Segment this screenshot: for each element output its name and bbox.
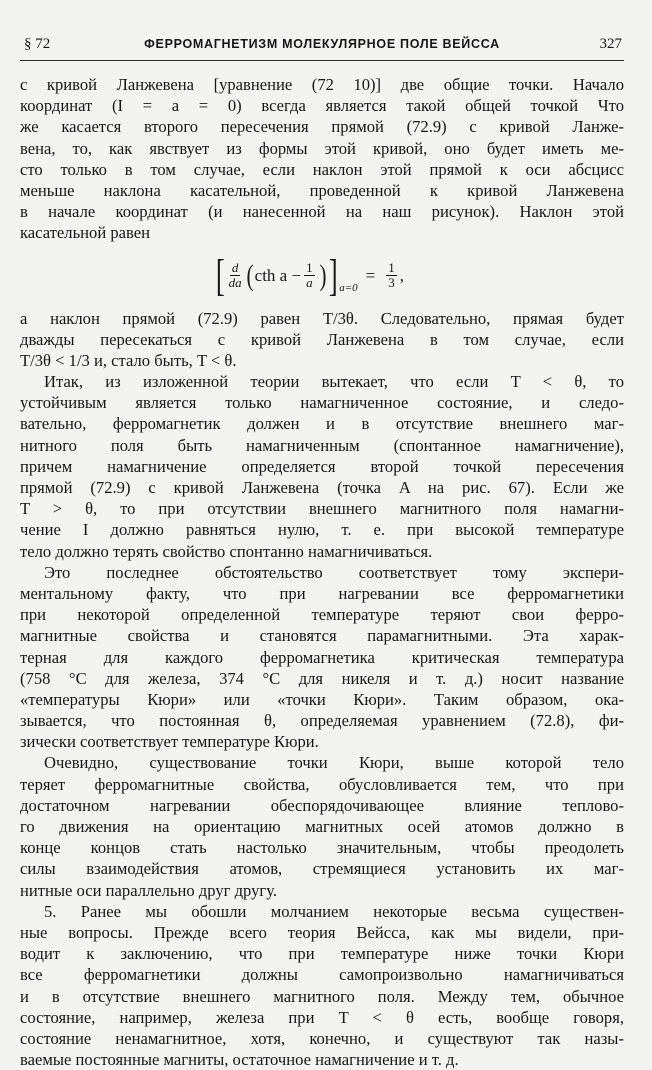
text-line: магнитные свойства и становятся парамагнитными. Эта харак-	[20, 626, 624, 646]
formula-subscript: a=0	[339, 281, 358, 294]
text-line: «температуры Кюри» или «точки Кюри». Таким образом, ока-	[20, 689, 624, 709]
text-line: ваемые постоянные магниты, остаточное намагничение и т. д.	[20, 1050, 459, 1070]
right-paren: )	[319, 258, 327, 292]
text-line: меньше наклона касательной, проведенной к кривой Ланжевена	[20, 180, 624, 200]
formula-da: da	[228, 275, 242, 290]
text-line: все ферромагнетики должны самопроизвольно намагничиваться	[20, 965, 624, 985]
text-line: с кривой Ланжевена [уравнение (72 10)] две общие точки. Начало	[20, 75, 624, 94]
formula-result-num: 1	[388, 260, 395, 275]
text-line: нитные оси параллельно друг другу.	[20, 880, 277, 900]
text-line: нитного поля быть намагниченным (спонтанное намагничение),	[20, 435, 624, 455]
display-formula	[20, 244, 624, 308]
formula-one: 1	[306, 260, 313, 275]
text-line: зически соответствует температуре Кюри.	[20, 732, 319, 752]
text-line: конце концов стать настолько значительным, чтобы преодолеть	[20, 838, 624, 858]
text-line: Очевидно, существование точки Кюри, выше которой тело	[44, 753, 624, 773]
text-line: же касается второго пересечения прямой (72.9) с кривой Ланже-	[20, 117, 624, 137]
text-line: теряет ферромагнитные свойства, обусловливается тем, что при	[20, 774, 624, 794]
body-text	[20, 74, 624, 1070]
text-line: тело должно терять свойство спонтанно намагничиваться.	[20, 541, 433, 561]
left-bracket: [	[215, 250, 225, 300]
paragraph-2	[20, 371, 624, 562]
text-line: терная для каждого ферромагнетика критическая температура	[20, 647, 624, 667]
formula-cth: cth a −	[254, 265, 302, 285]
paragraph-4	[20, 752, 624, 900]
running-title: ФЕРРОМАГНЕТИЗМ МОЛЕКУЛЯРНОЕ ПОЛЕ ВЕЙССА	[144, 37, 500, 51]
text-line: состояние ненамагнитное, хотя, конечно, и существуют так назы-	[20, 1028, 624, 1048]
text-line: устойчивым является только намагниченное состояние, и следо-	[20, 393, 624, 413]
text-line: состояние, например, железа при T < θ есть, вообще говоря,	[20, 1007, 624, 1027]
text-line: и в отсутствие внешнего магнитного поля. Между тем, обычное	[20, 986, 624, 1006]
formula-a: a	[306, 275, 313, 290]
page-header	[20, 34, 624, 61]
paragraph-5	[20, 901, 624, 1070]
section-number: § 72	[24, 36, 51, 52]
text-line: сто только в том случае, если наклон этой прямой к оси абсцисс	[20, 159, 624, 179]
text-line: в начале координат (и нанесенной на наш рисунок). Наклон этой	[20, 202, 624, 222]
derivative-fraction	[229, 261, 242, 290]
inverse-fraction	[304, 261, 315, 290]
text-line: T > θ, то при отсутствии внешнего магнитного поля намагни-	[20, 499, 624, 519]
page-number: 327	[599, 36, 622, 52]
left-paren: (	[246, 258, 254, 292]
text-line: водит к заключению, что при температуре ниже точки Кюри	[20, 944, 624, 964]
text-line: дважды пересекаться с кривой Ланжевена в том случае, если	[20, 329, 624, 349]
text-line: достаточном нагревании обеспорядочивающее влияние теплово-	[20, 795, 624, 815]
formula-result-den: 3	[388, 275, 395, 290]
text-line: причем намагничение определяется второй точкой пересечения	[20, 456, 624, 476]
text-line: T/3θ < 1/3 и, стало быть, T < θ.	[20, 350, 237, 370]
text-line: чение I должно равняться нулю, т. е. при высокой температуре	[20, 520, 624, 540]
text-line: силы взаимодействия атомов, стремящиеся установить их маг-	[20, 859, 624, 879]
text-line: прямой (72.9) с кривой Ланжевена (точка A на рис. 67). Если же	[20, 478, 624, 497]
text-line: вена, то, как явствует из формы этой кривой, оно будет иметь ме-	[20, 138, 624, 158]
text-line: Это последнее обстоятельство соответствует тому экспери-	[44, 562, 624, 582]
text-line: ные вопросы. Прежде всего теория Вейсса, как мы видели, при-	[20, 922, 624, 942]
result-fraction	[386, 261, 397, 290]
formula-comma: ,	[399, 265, 404, 285]
right-bracket: ]	[328, 250, 338, 300]
text-line: координат (I = a = 0) всегда является такой общей точкой Что	[20, 96, 624, 116]
text-line: зывается, что постоянная θ, определяемая уравнением (72.8), фи-	[20, 711, 624, 731]
text-line: вательно, ферромагнетик должен и в отсутствие внешнего маг-	[20, 414, 624, 434]
text-line: Итак, из изложенной теории вытекает, что если T < θ, то	[44, 372, 624, 392]
text-line: при некоторой определенной температуре теряют свои ферро-	[20, 605, 624, 625]
text-line: а наклон прямой (72.9) равен T/3θ. Следовательно, прямая будет	[20, 308, 624, 328]
formula-equals: =	[365, 265, 376, 285]
formula-d: d	[231, 260, 239, 275]
text-line: (758 °С для железа, 374 °С для никеля и т. д.) носит название	[20, 668, 624, 688]
text-line: касательной равен	[20, 223, 150, 243]
paragraph-3	[20, 562, 624, 753]
text-line: го движения на ориентацию магнитных осей атомов должно в	[20, 817, 624, 836]
paragraph-1	[20, 74, 624, 244]
paragraph-1-cont	[20, 308, 624, 372]
text-line: 5. Ранее мы обошли молчанием некоторые весьма существен-	[44, 901, 624, 921]
text-line: ментальному факту, что при нагревании все ферромагнетики	[20, 583, 624, 603]
